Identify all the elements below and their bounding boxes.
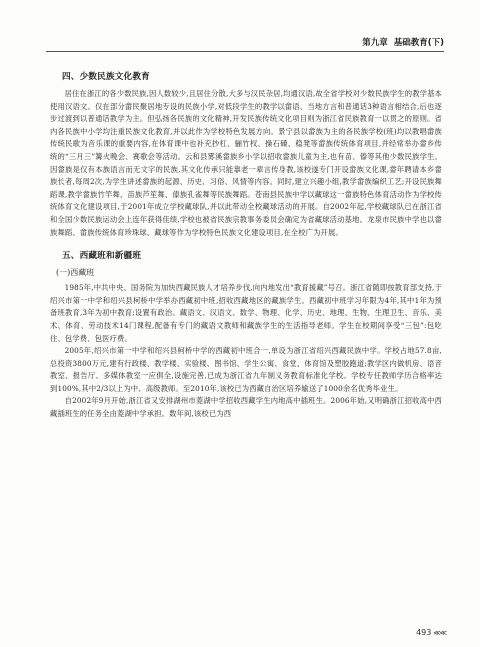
section-heading: 五、西藏班和新疆班 xyxy=(62,251,142,262)
chapter-label: 第九章 xyxy=(362,38,388,48)
body-paragraph: 2005年,绍兴市第一中学和绍兴县柯桥中学的西藏初中班合一,单设为浙江省绍兴西藏民族中学。学校占地57.8亩,总投资3800万元,建有行政楼、教学楼、实验楼、图书馆、学生公寓、食堂、体育馆及塑胶跑道;教学区内做机房、语音教室、报告厅、多媒体教室一应俱全,设施完善,已成为浙江省九年制义务教育标准化学校。学校专任教师学历合格率达到100%,其中2/3以上为中、高级教师。至2010年,该校已为西藏自治区培养输送了1000余名优秀毕业生。 xyxy=(50,346,442,393)
section-heading: 四、少数民族文化教育 xyxy=(62,72,150,82)
body-paragraph: 1985年,中共中央、国务院为加快西藏民族人才培养步伐,向内地发出“教育援藏”号召。浙江省随即按教育部支持,于绍兴市第一中学和绍兴县柯桥中学举办西藏初中班,招收西藏地区的藏族学生。西藏初中班学习年限为4年,其中1年为预备班教育,3年为初中教育;设置有政治、藏语文、汉语文、数学、物理、化学、历史、地理、生物、生理卫生、音乐、美术、体育、劳动技术14门课程,配备有专门的藏语文教师和藏族学生的生活指导老师。学生在校期间享受“三包”:包吃住、包学费、包医疗费。 xyxy=(50,283,442,343)
page-body xyxy=(50,60,442,421)
body-paragraph: 自2002年9月开始,浙江省又安排湖州市菱湖中学招收西藏学生内地高中插班生。2006年始,又明确浙江招收高中西藏插班生的任务全由菱湖中学承担。数年间,该校已为西 xyxy=(50,396,442,419)
page-number xyxy=(416,628,446,637)
page-marks: ≪≪ xyxy=(433,629,446,637)
header-rule xyxy=(46,51,444,52)
body-paragraph: 居住在浙江的各少数民族,因人数较少,且居住分散,大多与汉民杂居,均通汉语,故全省学校对少数民族学生的教学基本使用汉语文。仅在部分畲民聚居地专设的民族小学,对低段学生的教学以畲语、当地方言和普通话3种语言相结合,后也逐步过渡到以普通话教学为主。但弘扬各民族的文化精神,开发民族传统文化项目则为浙江省民族教育一以贯之的原则。省内各民族中小学均注重民族文化教育,并以此作为学校特色发展方向。景宁县以畲族为主的各民族学校(班)均以教唱畲族传统民歌为音乐课的重要内容,在体育课中也补充抄杠、骊竹杈、操石磉、稳凳等畲族传统体育项目,并经常举办畲乡传统的“三月三”篝火晚会、赛歌会等活动。云和县雾溪畲族乡小学以招收畲族儿童为主,也有苗、傣等其他少数民族学生。因畲族是仅有本族语言而无文字的民族,其文化传承只能靠老一辈言传身教,该校遂专门开设畲族文化课,畲年聘请本乡畲族长者,每周2次,为学生讲述畲族的起源、历史、习俗、风情等内容。同时,建立兴趣小组,教学畲族编织工艺;开设民族舞蹈课,教学畲族竹竿舞、苗族芦笙舞、傣族孔雀舞等民族舞蹈。苍南县民族中学以藏球这一畲族特色体育活动作为学校传统体育文化建设项目,于2001年成立学校藏球队,并以此带动全校藏球活动的开展。自2002年起,学校藏球队已在浙江省和全国少数民族运动会上连年获得佳绩,学校也被省民族宗教事务委员会确定为省藏球活动基地。龙泉市民族中学也以畲族舞蹈、畲族传统体育珍珠球、藏球等作为学校特色民族文化建设项目,在全校广为开展。 xyxy=(50,89,442,237)
running-header xyxy=(356,36,444,48)
subsection-heading: (一)西藏班 xyxy=(56,268,95,278)
section-tibet-xinjiang-classes xyxy=(50,249,442,421)
section-minority-culture xyxy=(50,70,442,239)
page-number-value: 493 xyxy=(416,628,432,637)
chapter-title: 基础教育(下) xyxy=(393,38,444,48)
